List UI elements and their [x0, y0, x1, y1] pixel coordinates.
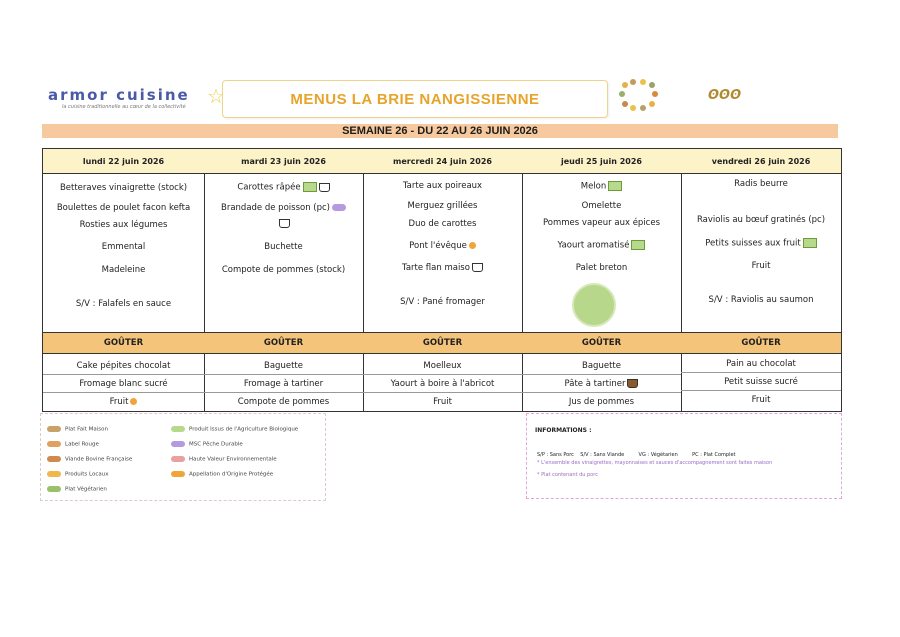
vegetarian-icon	[47, 486, 61, 492]
menu-item: Omelette	[581, 201, 622, 211]
gouter-item: Jus de pommes	[568, 396, 635, 407]
gouter-item: Compote de pommes	[237, 396, 330, 407]
menu-item	[204, 219, 363, 229]
page-title: MENUS LA BRIE NANGISSIENNE	[290, 90, 540, 108]
menu-item-label: Brandade de poisson (pc)	[221, 203, 330, 213]
info-box	[526, 413, 842, 499]
gouter-header: GOÛTER	[204, 332, 363, 354]
info-note-pork-text: Plat contenant du porc	[541, 472, 598, 478]
menu-item	[204, 203, 363, 213]
abbr-sv: S/V : Sans Viande	[580, 452, 625, 458]
info-note-sauces: * L'ensemble des vinaigrettes, mayonnaises et sauces d'accompagnement sont faites maison	[537, 460, 773, 466]
gouter-header: GOÛTER	[681, 332, 841, 354]
legend-item	[171, 471, 273, 478]
legend-label: Produit Issus de l'Agriculture Biologique	[189, 426, 299, 433]
gouter-item: Fromage à tartiner	[204, 375, 363, 393]
hve-icon	[171, 456, 185, 462]
day-column-friday	[681, 149, 841, 411]
legend-label: Produits Locaux	[65, 471, 109, 478]
day-header: mercredi 24 juin 2026	[363, 149, 522, 174]
abbr-sp: S/P : Sans Porc	[537, 452, 574, 458]
menu-item	[681, 238, 841, 249]
legend-item	[171, 456, 277, 463]
menu-item: Duo de carottes	[408, 219, 477, 229]
week-bar	[42, 124, 838, 138]
menu-item: S/V : Falafels en sauce	[75, 299, 172, 309]
info-abbreviations	[537, 452, 736, 458]
msc-fish-icon	[171, 441, 185, 447]
gouter-item: Yaourt à boire à l'abricot	[363, 375, 522, 393]
legend-label: Plat Végétarien	[65, 486, 107, 493]
info-note-sauces-text: L'ensemble des vinaigrettes, mayonnaises et sauces d'accompagnement sont faites maison	[541, 460, 773, 466]
gouter-header: GOÛTER	[522, 332, 681, 354]
organic-icon	[803, 238, 817, 248]
menu-item: Merguez grillées	[407, 201, 478, 211]
organic-icon	[631, 240, 645, 250]
organic-icon	[608, 181, 622, 191]
gouter-header: GOÛTER	[363, 332, 522, 354]
legend-item	[47, 426, 108, 433]
menu-item: Emmental	[101, 242, 146, 252]
french-beef-icon	[47, 456, 61, 462]
menu-item: Palet breton	[575, 263, 628, 273]
local-product-icon	[130, 398, 137, 405]
day-header: vendredi 26 juin 2026	[681, 149, 841, 174]
gouter-item	[43, 393, 204, 410]
day-header: mardi 23 juin 2026	[204, 149, 363, 174]
day-column-wednesday	[363, 149, 523, 411]
menu-item: Betteraves vinaigrette (stock)	[59, 183, 188, 193]
legend-label: Plat Fait Maison	[65, 426, 108, 433]
aop-icon	[469, 242, 476, 249]
label-rouge-icon	[47, 441, 61, 447]
gouter-item-label: Fruit	[109, 396, 129, 407]
legend-label: Label Rouge	[65, 441, 99, 448]
brand-logo: armor cuisine	[48, 86, 190, 104]
aop-icon	[171, 471, 185, 477]
menu-item-label: Petits suisses aux fruit	[705, 238, 801, 249]
star-icon: ☆	[207, 84, 225, 108]
menu-item: Fruit	[751, 261, 771, 271]
organic-icon	[303, 182, 317, 192]
day-menu	[681, 173, 841, 331]
menu-item: S/V : Raviolis au saumon	[708, 295, 814, 305]
gouter-item: Cake pépites chocolat	[43, 357, 204, 375]
menu-item: Radis beurre	[734, 179, 788, 189]
decorative-circle-icon	[617, 78, 661, 112]
day-menu	[204, 173, 363, 331]
menu-item: Raviolis au bœuf gratinés (pc)	[696, 215, 826, 225]
gouter-item: Moelleux	[363, 357, 522, 375]
gouter-item: Fruit	[751, 394, 771, 405]
legend-label: Haute Valeur Environnementale	[189, 456, 277, 463]
info-title: INFORMATIONS :	[535, 427, 592, 434]
day-column-thursday	[522, 149, 682, 411]
info-note-pork: * Plat contenant du porc	[537, 472, 598, 478]
menu-item: S/V : Pané fromager	[400, 297, 485, 307]
abbr-vg: VG : Végétarien	[638, 452, 678, 458]
day-header: jeudi 25 juin 2026	[522, 149, 681, 174]
legend-item	[47, 471, 108, 478]
gouter-item: Baguette	[522, 357, 681, 375]
gouter-item: Petit suisse sucré	[681, 373, 841, 391]
day-column-monday	[43, 149, 205, 411]
legend-label: Viande Bovine Française	[65, 456, 133, 463]
msc-fish-icon	[332, 204, 346, 211]
menu-item: Buchette	[264, 242, 303, 252]
menu-item: Pommes vapeur aux épices	[542, 218, 661, 228]
gouter-item	[522, 375, 681, 393]
day-menu	[43, 173, 204, 331]
legend-item	[171, 441, 243, 448]
gouter-item-label: Pâte à tartiner	[564, 378, 626, 389]
menu-item	[363, 263, 522, 273]
vegetarian-leaf-icon	[572, 283, 616, 327]
week-label: SEMAINE 26 - DU 22 AU 26 JUIN 2026	[342, 125, 538, 137]
menu-item	[522, 181, 681, 192]
menu-item-label: Tarte flan maiso	[402, 263, 470, 273]
local-product-icon	[47, 471, 61, 477]
menu-item: Compote de pommes (stock)	[221, 265, 346, 275]
menu-item: Madeleine	[101, 265, 146, 275]
menu-item: Rosties aux légumes	[79, 220, 168, 230]
day-menu	[522, 173, 681, 331]
menu-item-label: Carottes râpée	[237, 182, 301, 193]
menu-item-label: Melon	[580, 181, 607, 192]
menu-item-label: Pont l'évêque	[409, 241, 467, 251]
gouter-header: GOÛTER	[43, 332, 204, 354]
menu-item	[363, 241, 522, 251]
day-column-tuesday	[204, 149, 364, 411]
homemade-icon	[279, 219, 290, 228]
gouter-item: Baguette	[204, 357, 363, 375]
legend-item	[47, 441, 99, 448]
title-box	[222, 80, 608, 118]
brand-tagline: la cuisine traditionnelle au cœur de la collectivité	[62, 104, 186, 110]
gouter-item: Fruit	[433, 396, 452, 407]
organic-icon	[171, 426, 185, 432]
legend-item	[171, 426, 298, 433]
gouter-item: Fromage blanc sucré	[43, 375, 204, 393]
menu-item: Boulettes de poulet facon kefta	[56, 203, 191, 213]
day-header: lundi 22 juin 2026	[43, 149, 204, 174]
gouter-item: Pain au chocolat	[681, 355, 841, 373]
homemade-icon	[319, 183, 330, 192]
homemade-icon	[47, 426, 61, 432]
decorative-scribble-icon: ʘʘʘ	[708, 88, 742, 103]
menu-item: Tarte aux poireaux	[402, 181, 483, 191]
menu-item	[204, 182, 363, 193]
homemade-icon	[472, 263, 483, 272]
jar-icon	[627, 379, 638, 388]
menu-item	[522, 240, 681, 251]
legend-label: MSC Pêche Durable	[189, 441, 243, 448]
legend-box	[40, 413, 326, 501]
legend-label: Appellation d'Origine Protégée	[189, 471, 274, 478]
legend-item	[47, 456, 132, 463]
abbr-pc: PC : Plat Complet	[692, 452, 736, 458]
menu-item-label: Yaourt aromatisé	[557, 240, 630, 251]
menu-table	[42, 148, 842, 412]
legend-item	[47, 486, 107, 493]
day-menu	[363, 173, 522, 331]
